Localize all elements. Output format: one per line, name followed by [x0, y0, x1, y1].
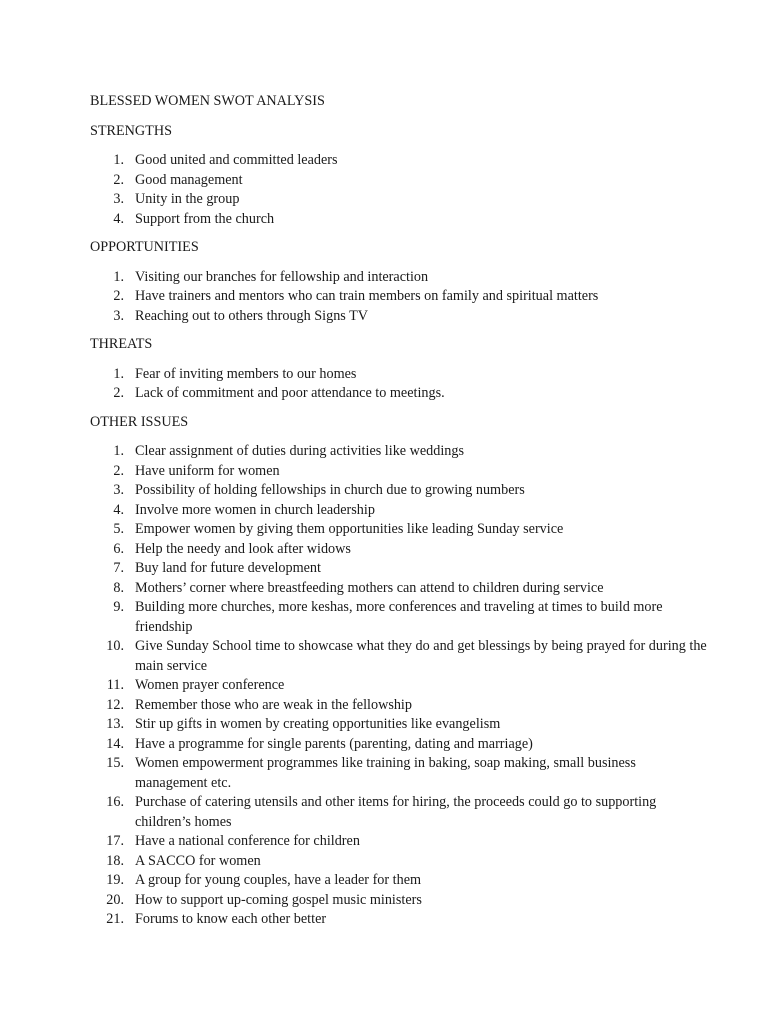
list-item: [90, 210, 710, 230]
list-item: [90, 891, 710, 911]
list-item: [90, 287, 710, 307]
list-item-number: 6.: [113, 540, 124, 557]
list-item-text: Good united and committed leaders: [135, 152, 338, 168]
numbered-list: [90, 151, 710, 229]
list-item-text: Help the needy and look after widows: [135, 540, 351, 557]
list-item-text: Give Sunday School time to showcase what they do and get blessings by being prayed for during the main service: [135, 638, 707, 674]
list-item-text: Clear assignment of duties during activities like weddings: [135, 443, 465, 459]
list-item: [90, 715, 710, 735]
list-item-text: Involve more women in church leadership: [135, 501, 375, 518]
list-item-text: A group for young couples, have a leader for them: [135, 872, 422, 888]
list-item: [90, 540, 710, 560]
list-item: [90, 832, 710, 852]
list-item-text: Remember those who are weak in the fellowship: [135, 696, 412, 713]
list-item: [90, 442, 710, 462]
list-item: [90, 520, 710, 540]
list-item-text: Stir up gifts in women by creating opportunities like evangelism: [135, 716, 501, 732]
section-threats: [90, 335, 710, 404]
list-item: [90, 384, 710, 404]
list-item-text: Have uniform for women: [135, 462, 280, 479]
list-item-text: Women empowerment programmes like training in baking, soap making, small business management etc.: [135, 755, 636, 791]
list-item-number: 17.: [106, 833, 124, 849]
list-item-number: 1.: [113, 268, 124, 285]
section-heading: THREATS: [90, 336, 153, 352]
list-item-number: 14.: [106, 735, 124, 752]
list-item-number: 2.: [113, 462, 124, 479]
list-item-text: Have a programme for single parents (parenting, dating and marriage): [135, 735, 533, 752]
list-item-text: Reaching out to others through Signs TV: [135, 307, 369, 324]
section-other-issues: [90, 413, 710, 930]
section-heading: OTHER ISSUES: [90, 413, 189, 430]
list-item: [90, 871, 710, 891]
list-item: [90, 598, 710, 637]
list-item-number: 9.: [113, 599, 124, 615]
list-item: [90, 365, 710, 385]
list-item-text: Visiting our branches for fellowship and interaction: [135, 268, 429, 285]
list-item-text: Empower women by giving them opportunities like leading Sunday service: [135, 521, 564, 537]
list-item: [90, 151, 710, 171]
list-item: [90, 190, 710, 210]
list-item-number: 5.: [113, 521, 124, 537]
list-item-number: 3.: [113, 191, 124, 207]
numbered-list: [90, 365, 710, 404]
list-item: [90, 307, 710, 327]
list-item-text: Buy land for future development: [135, 560, 321, 576]
list-item-text: Purchase of catering utensils and other items for hiring, the proceeds could go to supporting children’s homes: [135, 794, 657, 830]
list-item-number: 4.: [113, 501, 124, 518]
list-item: [90, 793, 710, 832]
list-item: [90, 852, 710, 872]
list-item-number: 1.: [113, 152, 124, 168]
list-item-number: 4.: [113, 210, 124, 227]
list-item-number: 8.: [113, 579, 124, 596]
list-item-number: 18.: [106, 852, 124, 869]
section-strengths: [90, 122, 710, 230]
numbered-list: [90, 442, 710, 930]
list-item-number: 21.: [106, 911, 124, 927]
list-item-number: 12.: [106, 696, 124, 713]
list-item: [90, 696, 710, 716]
list-item-text: Unity in the group: [135, 191, 240, 207]
list-item-number: 19.: [106, 872, 124, 888]
list-item-text: Mothers’ corner where breastfeeding mothers can attend to children during service: [135, 579, 604, 596]
document-title: BLESSED WOMEN SWOT ANALYSIS: [90, 93, 325, 109]
list-item-number: 3.: [113, 307, 124, 324]
list-item-number: 1.: [113, 443, 124, 459]
list-item-number: 7.: [113, 560, 124, 576]
section-opportunities: [90, 238, 710, 326]
list-item: [90, 462, 710, 482]
list-item: [90, 501, 710, 521]
list-item-text: Forums to know each other better: [135, 911, 327, 927]
list-item: [90, 579, 710, 599]
list-item-text: A SACCO for women: [135, 852, 261, 869]
list-item: [90, 637, 710, 676]
list-item: [90, 754, 710, 793]
list-item-text: Lack of commitment and poor attendance to meetings.: [135, 385, 445, 401]
list-item-number: 13.: [106, 716, 124, 732]
list-item-number: 3.: [113, 482, 124, 498]
list-item-text: How to support up-coming gospel music ministers: [135, 891, 422, 908]
section-heading: STRENGTHS: [90, 122, 172, 139]
list-item-number: 1.: [113, 365, 124, 382]
list-item: [90, 481, 710, 501]
list-item: [90, 268, 710, 288]
list-item: [90, 910, 710, 930]
list-item: [90, 559, 710, 579]
list-item-text: Have a national conference for children: [135, 833, 360, 849]
section-heading: OPPORTUNITIES: [90, 239, 199, 255]
list-item-number: 11.: [106, 677, 124, 693]
list-item-text: Possibility of holding fellowships in church due to growing numbers: [135, 482, 525, 498]
list-item: [90, 735, 710, 755]
list-item-number: 2.: [113, 171, 124, 188]
list-item-number: 2.: [113, 385, 124, 401]
document-body: [90, 92, 710, 939]
list-item: [90, 676, 710, 696]
list-item-number: 2.: [113, 288, 124, 304]
list-item-text: Women prayer conference: [135, 677, 285, 693]
list-item-text: Good management: [135, 171, 243, 188]
list-item-number: 10.: [106, 638, 124, 654]
list-item-number: 15.: [106, 755, 124, 771]
list-item-text: Fear of inviting members to our homes: [135, 365, 357, 382]
numbered-list: [90, 268, 710, 327]
list-item-text: Have trainers and mentors who can train members on family and spiritual matters: [135, 288, 599, 304]
list-item-number: 16.: [106, 794, 124, 810]
list-item-text: Building more churches, more keshas, more conferences and traveling at times to build more friendship: [135, 599, 663, 635]
list-item: [90, 171, 710, 191]
list-item-number: 20.: [106, 891, 124, 908]
list-item-text: Support from the church: [135, 210, 275, 227]
